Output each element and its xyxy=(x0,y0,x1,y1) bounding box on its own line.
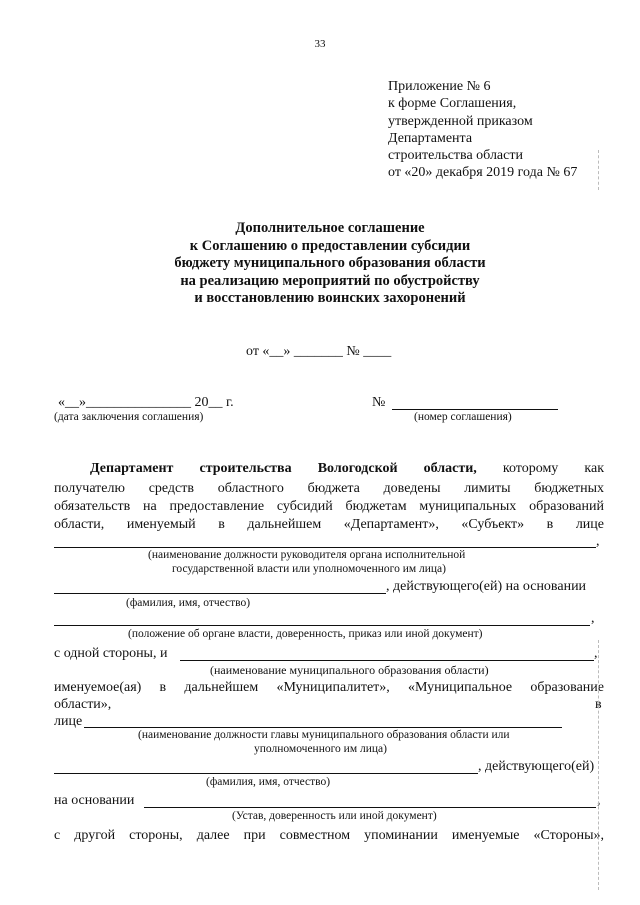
agreement-number-underline xyxy=(392,409,558,410)
title-line: к Соглашению о предоставлении субсидии xyxy=(189,237,471,254)
page-number: 33 xyxy=(314,38,326,50)
acting-text: , действующего(ей) xyxy=(478,759,595,774)
agreement-number-caption: (номер соглашения) xyxy=(414,411,512,423)
caption-charter: (Устав, доверенность или иной документ) xyxy=(232,810,437,822)
litse-text: лице xyxy=(54,714,83,729)
title-line: Дополнительное соглашение xyxy=(235,220,425,236)
title-line: на реализацию мероприятий по обустройству xyxy=(180,272,480,289)
caption-head-position-2: уполномоченного им лица) xyxy=(254,743,387,755)
comma: , xyxy=(594,646,598,661)
comma: , xyxy=(596,534,600,549)
number-line: от «__» _______ № ____ xyxy=(246,344,392,359)
v-text: в xyxy=(595,697,602,712)
appendix-line: строительства области xyxy=(388,148,523,164)
comma: , xyxy=(591,611,595,626)
caption-position-2: государственной власти или уполномоченного им лица) xyxy=(172,563,446,575)
scan-edge-mark xyxy=(598,640,599,890)
basis-document-underline xyxy=(54,625,590,626)
caption-fio: (фамилия, имя, отчество) xyxy=(126,597,251,609)
department-name: Департамент строительства Вологодской области, xyxy=(90,461,477,476)
appendix-line: Департамента xyxy=(388,130,473,146)
head-name-underline xyxy=(54,773,478,774)
body-line-2: получателю средств областного бюджета доведены лимиты бюджетных xyxy=(54,481,604,496)
title-line: бюджету муниципального образования области xyxy=(174,255,486,271)
last-line: с другой стороны, далее при совместном упоминании именуемые «Стороны», xyxy=(54,828,604,843)
caption-fio-2: (фамилия, имя, отчество) xyxy=(206,776,331,788)
caption-position: (наименование должности руководителя органа исполнительной xyxy=(148,549,466,561)
body-line-4: области, именуемый в дальнейшем «Департамент», «Субъект» в лице xyxy=(54,517,604,532)
named-line: именуемое(ая) в дальнейшем «Муниципалитет», «Муниципальное образование xyxy=(54,680,604,695)
municipality-underline xyxy=(180,660,594,661)
body-line-3: обязательств на предоставление субсидий бюджетам муниципальных образований xyxy=(54,499,604,514)
signatory-name-underline xyxy=(54,593,386,594)
date-field: «__»_______________ 20__ г. xyxy=(58,395,234,410)
body-line-1-rest: которому как xyxy=(502,461,604,476)
oblasti-text: области», xyxy=(54,697,112,712)
caption-head-position: (наименование должности главы муниципального образования области или xyxy=(138,729,510,741)
comma: , xyxy=(597,793,601,808)
body-line-1 xyxy=(90,461,604,477)
appendix-line: Приложение № 6 xyxy=(388,79,491,94)
scan-edge-mark xyxy=(598,150,599,190)
date-caption: (дата заключения соглашения) xyxy=(54,411,204,423)
appendix-line: утвержденной приказом xyxy=(388,113,533,129)
appendix-line: от «20» декабря 2019 года № 67 xyxy=(388,165,578,181)
acting-basis-text: , действующего(ей) на основании xyxy=(386,579,587,594)
caption-municipality: (наименование муниципального образования области) xyxy=(210,663,489,677)
number-sign: № xyxy=(372,395,386,410)
one-side-text: с одной стороны, и xyxy=(54,646,168,661)
signatory-position-underline xyxy=(54,547,596,548)
head-position-underline xyxy=(84,727,562,728)
head-basis-underline xyxy=(144,807,596,808)
document-title xyxy=(80,220,580,308)
title-line: и восстановлению воинских захоронений xyxy=(194,290,466,306)
agreement-number-field xyxy=(372,395,385,411)
caption-basis: (положение об органе власти, доверенность, приказ или иной документ) xyxy=(128,628,483,640)
appendix-header xyxy=(388,78,577,182)
on-basis-text: на основании xyxy=(54,793,135,808)
appendix-line: к форме Соглашения, xyxy=(388,96,517,112)
